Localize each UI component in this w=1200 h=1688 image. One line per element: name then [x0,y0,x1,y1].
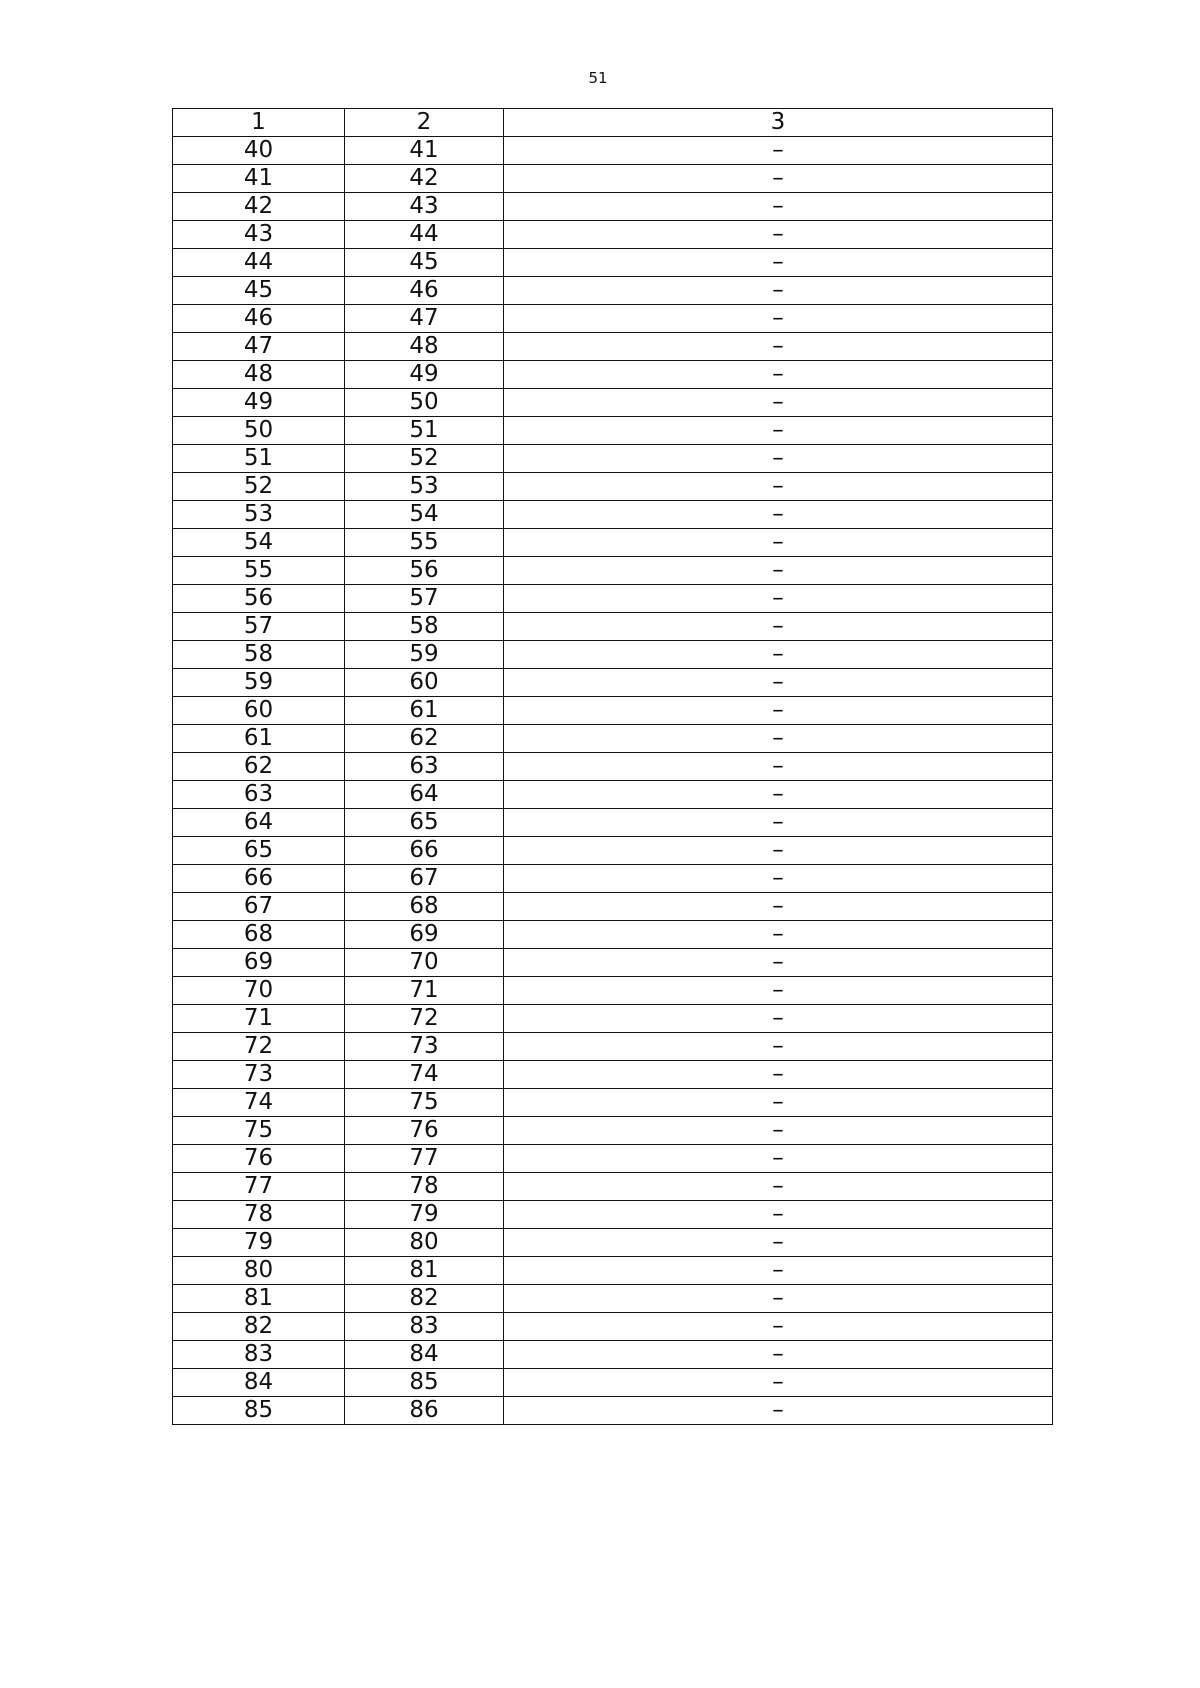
table-row [173,1257,1053,1285]
col3-cell: – [504,221,1053,249]
col3-cell: – [504,557,1053,585]
header-cell-col3: 3 [504,109,1053,137]
col2-cell: 72 [345,1005,504,1033]
col3-cell: – [504,249,1053,277]
col1-cell: 53 [173,501,345,529]
table-row [173,921,1053,949]
col3-cell: – [504,893,1053,921]
col2-cell: 56 [345,557,504,585]
col2-cell: 66 [345,837,504,865]
col2-cell: 84 [345,1341,504,1369]
col3-cell: – [504,1257,1053,1285]
col3-cell: – [504,1201,1053,1229]
col3-cell: – [504,501,1053,529]
table-row [173,221,1053,249]
col3-cell: – [504,1369,1053,1397]
col1-cell: 52 [173,473,345,501]
col1-cell: 59 [173,669,345,697]
table-row [173,753,1053,781]
col2-cell: 64 [345,781,504,809]
col3-cell: – [504,445,1053,473]
col2-cell: 55 [345,529,504,557]
table-row [173,1229,1053,1257]
table-row [173,1201,1053,1229]
col2-cell: 86 [345,1397,504,1425]
col2-cell: 61 [345,697,504,725]
col1-cell: 48 [173,361,345,389]
table-row [173,1145,1053,1173]
col1-cell: 57 [173,613,345,641]
col1-cell: 77 [173,1173,345,1201]
col3-cell: – [504,1173,1053,1201]
col3-cell: – [504,585,1053,613]
col1-cell: 84 [173,1369,345,1397]
col1-cell: 66 [173,865,345,893]
col3-cell: – [504,1341,1053,1369]
col2-cell: 67 [345,865,504,893]
col3-cell: – [504,1033,1053,1061]
col2-cell: 52 [345,445,504,473]
col2-cell: 85 [345,1369,504,1397]
table-row [173,1341,1053,1369]
col1-cell: 72 [173,1033,345,1061]
table-header [173,109,1053,137]
col2-cell: 58 [345,613,504,641]
table-row [173,1033,1053,1061]
col1-cell: 82 [173,1313,345,1341]
col1-cell: 69 [173,949,345,977]
col2-cell: 65 [345,809,504,837]
table-row [173,781,1053,809]
col2-cell: 68 [345,893,504,921]
col3-cell: – [504,1229,1053,1257]
col3-cell: – [504,389,1053,417]
col2-cell: 51 [345,417,504,445]
col3-cell: – [504,277,1053,305]
col1-cell: 74 [173,1089,345,1117]
col1-cell: 55 [173,557,345,585]
col2-cell: 81 [345,1257,504,1285]
table-row [173,473,1053,501]
col3-cell: – [504,305,1053,333]
col2-cell: 47 [345,305,504,333]
table-row [173,389,1053,417]
col3-cell: – [504,781,1053,809]
col1-cell: 78 [173,1201,345,1229]
header-cell-col2: 2 [345,109,504,137]
col1-cell: 41 [173,165,345,193]
table-row [173,809,1053,837]
col2-cell: 82 [345,1285,504,1313]
col1-cell: 58 [173,641,345,669]
table-row [173,641,1053,669]
col3-cell: – [504,613,1053,641]
col2-cell: 50 [345,389,504,417]
col2-cell: 62 [345,725,504,753]
col2-cell: 78 [345,1173,504,1201]
table-row [173,1397,1053,1425]
col1-cell: 65 [173,837,345,865]
col2-cell: 48 [345,333,504,361]
col2-cell: 42 [345,165,504,193]
table-row [173,249,1053,277]
col3-cell: – [504,697,1053,725]
col1-cell: 68 [173,921,345,949]
col1-cell: 81 [173,1285,345,1313]
table-row [173,697,1053,725]
table-row [173,417,1053,445]
col1-cell: 50 [173,417,345,445]
col2-cell: 71 [345,977,504,1005]
col1-cell: 75 [173,1117,345,1145]
table-row [173,501,1053,529]
table-row [173,333,1053,361]
col3-cell: – [504,473,1053,501]
col2-cell: 70 [345,949,504,977]
col1-cell: 60 [173,697,345,725]
table-row [173,305,1053,333]
col2-cell: 46 [345,277,504,305]
col1-cell: 63 [173,781,345,809]
col1-cell: 80 [173,1257,345,1285]
col2-cell: 73 [345,1033,504,1061]
col3-cell: – [504,669,1053,697]
col3-cell: – [504,1313,1053,1341]
table-row [173,1005,1053,1033]
col2-cell: 83 [345,1313,504,1341]
col1-cell: 40 [173,137,345,165]
data-table [172,108,1053,1425]
col3-cell: – [504,977,1053,1005]
table-row [173,1089,1053,1117]
col1-cell: 42 [173,193,345,221]
table-row [173,1369,1053,1397]
table-row [173,669,1053,697]
col3-cell: – [504,417,1053,445]
col2-cell: 54 [345,501,504,529]
col3-cell: – [504,1145,1053,1173]
table-row [173,613,1053,641]
col1-cell: 62 [173,753,345,781]
table-row [173,1313,1053,1341]
col1-cell: 51 [173,445,345,473]
col3-cell: – [504,1397,1053,1425]
table-row [173,165,1053,193]
table-row [173,137,1053,165]
header-cell-col1: 1 [173,109,345,137]
col1-cell: 70 [173,977,345,1005]
col2-cell: 59 [345,641,504,669]
table-row [173,837,1053,865]
col1-cell: 61 [173,725,345,753]
col1-cell: 67 [173,893,345,921]
col1-cell: 73 [173,1061,345,1089]
table-row [173,1117,1053,1145]
col2-cell: 60 [345,669,504,697]
table-row [173,361,1053,389]
table-row [173,949,1053,977]
col3-cell: – [504,865,1053,893]
col2-cell: 75 [345,1089,504,1117]
col2-cell: 41 [345,137,504,165]
table-row [173,1061,1053,1089]
col1-cell: 71 [173,1005,345,1033]
col1-cell: 83 [173,1341,345,1369]
col2-cell: 53 [345,473,504,501]
col1-cell: 79 [173,1229,345,1257]
table-row [173,585,1053,613]
col3-cell: – [504,529,1053,557]
col2-cell: 79 [345,1201,504,1229]
col3-cell: – [504,1005,1053,1033]
col3-cell: – [504,949,1053,977]
col3-cell: – [504,1285,1053,1313]
col3-cell: – [504,753,1053,781]
col3-cell: – [504,333,1053,361]
col3-cell: – [504,137,1053,165]
col2-cell: 49 [345,361,504,389]
table-body [173,137,1053,1425]
col3-cell: – [504,361,1053,389]
col3-cell: – [504,1061,1053,1089]
table-row [173,893,1053,921]
col3-cell: – [504,165,1053,193]
table-row [173,1285,1053,1313]
table-row [173,277,1053,305]
col2-cell: 57 [345,585,504,613]
table-row [173,193,1053,221]
col3-cell: – [504,193,1053,221]
col1-cell: 44 [173,249,345,277]
col2-cell: 76 [345,1117,504,1145]
table-row [173,557,1053,585]
header-row [173,109,1053,137]
col3-cell: – [504,921,1053,949]
table-row [173,529,1053,557]
col1-cell: 46 [173,305,345,333]
col1-cell: 56 [173,585,345,613]
col3-cell: – [504,1117,1053,1145]
col2-cell: 74 [345,1061,504,1089]
col1-cell: 76 [173,1145,345,1173]
col2-cell: 80 [345,1229,504,1257]
col1-cell: 47 [173,333,345,361]
col1-cell: 64 [173,809,345,837]
col1-cell: 54 [173,529,345,557]
col1-cell: 45 [173,277,345,305]
col1-cell: 43 [173,221,345,249]
col2-cell: 69 [345,921,504,949]
page-number: 51 [588,69,608,87]
col2-cell: 45 [345,249,504,277]
col2-cell: 44 [345,221,504,249]
table-row [173,865,1053,893]
col2-cell: 63 [345,753,504,781]
col3-cell: – [504,1089,1053,1117]
col3-cell: – [504,725,1053,753]
table-row [173,1173,1053,1201]
col1-cell: 85 [173,1397,345,1425]
col1-cell: 49 [173,389,345,417]
col2-cell: 43 [345,193,504,221]
table-row [173,445,1053,473]
col3-cell: – [504,809,1053,837]
table-row [173,725,1053,753]
col3-cell: – [504,641,1053,669]
col3-cell: – [504,837,1053,865]
col2-cell: 77 [345,1145,504,1173]
table-row [173,977,1053,1005]
